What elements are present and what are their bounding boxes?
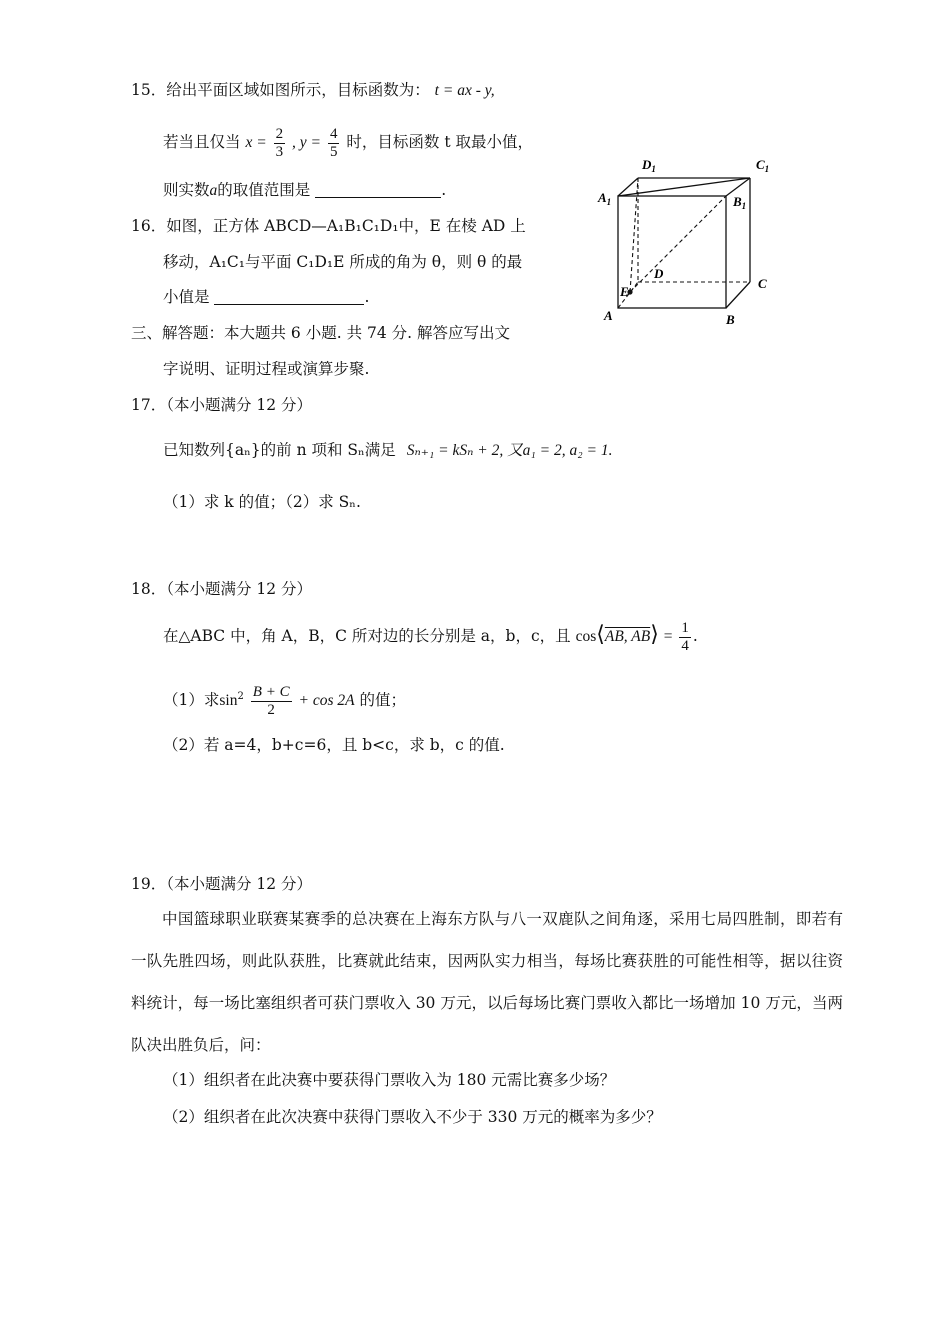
label-c: C <box>758 276 767 291</box>
q18-stem-text: 在△ABC 中，角 A，B，C 所对边的长分别是 a，b，c，且 <box>163 627 571 645</box>
q18-fraction <box>679 620 691 655</box>
label-e: E <box>620 284 629 299</box>
q17-stem-formula: Sₙ₊₁ = kSₙ + 2, 又a₁ = 2, a₂ = 1. <box>406 442 613 459</box>
q18-part1 <box>163 676 406 722</box>
q18-part1-pre: （1）求 <box>163 691 220 710</box>
q19-header: 19．（本小题满分 12 分） <box>131 875 313 893</box>
q15-line1 <box>131 80 495 101</box>
q18-part1-den: 2 <box>267 701 275 718</box>
q18-part2: （2）若 a=4，b+c=6，且 b<c，求 b，c 的值. <box>163 736 505 754</box>
q17-header: 17．（本小题满分 12 分） <box>131 396 313 414</box>
q18-part1-num: B + C <box>252 683 290 700</box>
q15-line3 <box>163 180 446 201</box>
q19-body: 中国篮球职业联赛某赛季的总决赛在上海东方队与八一双鹿队之间角逐，采用七局四胜制，即若有一队先胜四场，则此队获胜，比赛就此结束，因两队实力相当，每场比赛获胜的可能性相等，据以往资料统计，每一场比塞组织者可获门票收入 30 万元，以后每场比赛门票收入都比一场增加 10 万元，当两队决出胜负后，问： <box>131 910 843 1054</box>
label-a: A <box>604 308 613 323</box>
cube-edge-bc <box>726 282 750 308</box>
q15-x-fraction <box>274 126 286 161</box>
q18-cos: cos <box>575 628 597 645</box>
q15-line3-var: a <box>209 182 218 199</box>
q19-part2: （2）组织者在此次决赛中获得门票收入不少于 330 万元的概率为多少？ <box>163 1108 662 1126</box>
cube-hidden-ed1 <box>630 178 638 292</box>
q15-y-num: 4 <box>329 125 338 142</box>
section3-line1: 三、解答题：本大题共 6 小题. 共 74 分. 解答应写出文 <box>131 324 511 342</box>
q18-vectors: AB, AB <box>604 628 651 645</box>
q16-line1: 16．如图，正方体 ABCD—A₁B₁C₁D₁中，E 在棱 AD 上 <box>131 217 526 235</box>
q15-x-var: x = <box>245 134 267 151</box>
q18-part1-post: 的值； <box>359 691 407 710</box>
q16-line3-end: . <box>364 288 370 306</box>
cube-hidden-eb1 <box>630 196 726 292</box>
label-d1: $D_1$ <box>642 157 656 174</box>
q18-part1-fraction <box>251 684 292 719</box>
q18-header: 18．（本小题满分 12 分） <box>131 580 313 598</box>
q15-objective-function: t = ax - y, <box>434 82 495 99</box>
q15-line2-pre: 若当且仅当 <box>163 133 241 151</box>
q16-line2: 移动，A₁C₁与平面 C₁D₁E 所成的角为 θ，则 θ 的最 <box>163 253 523 271</box>
q15-answer-blank <box>315 181 441 198</box>
q18-den: 4 <box>681 637 689 654</box>
q18-part1-sup: 2 <box>237 691 244 702</box>
q15-line2 <box>163 119 533 166</box>
q18-stem-end: . <box>692 627 698 645</box>
cube-figure <box>590 150 790 330</box>
label-c1: $C_1$ <box>756 157 770 174</box>
q15-x-num: 2 <box>275 125 284 142</box>
q15-line3-post: 的取值范围是 <box>217 181 311 199</box>
q18-eq: = <box>663 628 673 645</box>
q18-part1-mid: + cos 2A <box>298 692 355 710</box>
q15-line2-post: 时，目标函数 t 取最小值， <box>346 133 533 151</box>
q17-stem-text: 已知数列{aₙ}的前 n 项和 Sₙ满足 <box>163 441 396 459</box>
q15-y-fraction <box>328 126 340 161</box>
q15-y-den: 5 <box>329 143 338 160</box>
q18-angle-close: ⟩ <box>650 622 659 647</box>
label-b: B <box>726 312 735 327</box>
q18-stem <box>163 614 698 658</box>
label-d: D <box>654 266 664 281</box>
q17-stem <box>163 440 612 461</box>
q15-x-den: 3 <box>275 143 284 160</box>
q19-part1: （1）组织者在此决赛中要获得门票收入为 180 元需比赛多少场？ <box>163 1071 616 1089</box>
label-b1: $B_1$ <box>733 194 747 211</box>
section3-line2: 字说明、证明过程或演算步聚. <box>163 360 370 378</box>
q16-line3 <box>163 287 369 307</box>
q15-line3-pre: 则实数 <box>163 181 210 199</box>
q17-parts: （1）求 k 的值；（2）求 Sₙ. <box>163 493 361 511</box>
q18-part1-sin: sin <box>219 692 238 710</box>
label-a1: $A_1$ <box>598 190 612 207</box>
q15-line1-text: 15．给出平面区域如图所示，目标函数为： <box>131 81 430 99</box>
q15-y-var: , y = <box>292 134 322 151</box>
q16-answer-blank <box>214 288 364 305</box>
q16-line3-pre: 小值是 <box>163 288 210 306</box>
q18-angle-open: ⟨ <box>596 622 605 647</box>
q18-num: 1 <box>681 619 689 636</box>
q15-line3-end: . <box>441 181 447 199</box>
